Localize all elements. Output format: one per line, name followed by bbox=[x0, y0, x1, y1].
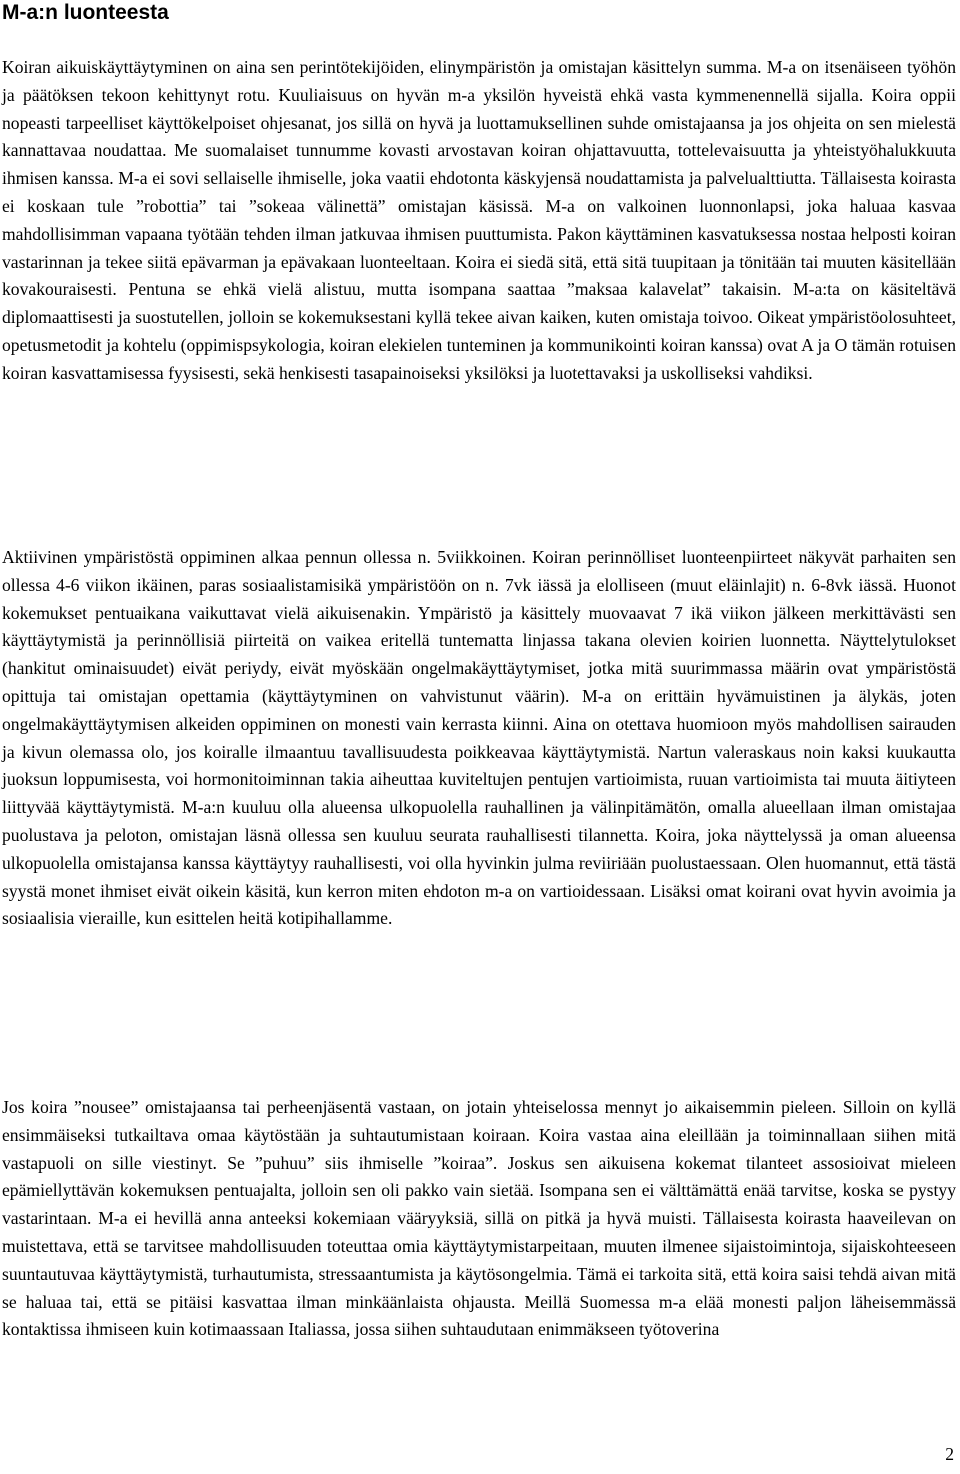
paragraph-1: Koiran aikuiskäyttäytyminen on aina sen perintötekijöiden, elinympäristön ja omistajan käsittelyn summa. M-a on itsenäiseen työhön ja päätöksen tekoon kehittynyt rotu. Kuuliaisuus on hyvän m-a yksilön hyveistä ehkä vasta kymmenennellä sijalla. Koira oppii nopeasti tarpeelliset käyttökelpoiset ohjesanat, jos sillä on hyvä ja luottamuksellinen suhde omistajaansa ja jos ohjeita on sen mielestä kannattavaa noudattaa. Me suomalaiset tunnumme kovasti arvostavan koiran ohjattavuutta, tottelevaisuutta ja yhteistyöhalukkuuta ihmisen kanssa. M-a ei sovi sellaiselle ihmiselle, joka vaatii ehdotonta käskyjensä noudattamista ja palvelualttiutta. Tällaisesta koirasta ei koskaan tule ”robottia” tai ”sokeaa välinettä” omistajan käsissä. M-a on valkoinen luonnonlapsi, joka haluaa kasvaa mahdollisimman vapaana työtään tehden ilman jatkuvaa ihmisen puuttumista. Pakon käyttäminen kasvatuksessa nostaa helposti koiran vastarinnan ja tekee siitä epävarman ja epävakaan luonteeltaan. Koira ei siedä sitä, että sitä tuupitaan ja tönitään tai muuten käsitellään kovakouraisesti. Pentuna se ehkä vielä alistuu, mutta isompana saattaa ”maksaa kalavelat” takaisin. M-a:ta on käsiteltävä diplomaattisesti ja suostutellen, jolloin se kokemuksestani kyllä tekee aivan kaiken, kuten omistaja toivoo. Oikeat ympäristöolosuhteet, opetusmetodit ja kohtelu (oppimispsykologia, koiran elekielen tunteminen ja kommunikointi koiran kanssa) ovat A ja O tämän rotuisen koiran kasvattamisessa fyysisesti, sekä henkisesti tasapainoiseksi yksilöksi ja luotettavaksi ja uskolliseksi vahdiksi. bbox=[2, 57, 956, 383]
paragraph-3: Jos koira ”nousee” omistajaansa tai perheenjäsentä vastaan, on jotain yhteiselossa mennyt jo aikaisemmin pieleen. Silloin on kyllä ensimmäiseksi tutkailtava omaa käytöstään ja suhtautumistaan koiraan. Koira vastaa aina eleillään ja toiminnallaan siihen mitä vastapuoli on sille viestinyt. Se ”puhuu” siis ihmiselle ”koiraa”. Joskus sen aikuisena kokemat tilanteet assosioivat mieleen epämiellyttävän kokemuksen pentuajalta, jolloin sen oli pakko vain sietää. Isompana sen ei välttämättä enää tarvitse, koska se pystyy vastarintaan. M-a ei hevillä anna anteeksi kokemiaan vääryyksiä, sillä on pitkä ja hyvä muisti. Tällaisesta koirasta haaveilevan on muistettava, että se tarvitsee mahdollisuuden toteuttaa omia käyttäytymistarpeitaan, muuten ilmenee sijaistoimintoja, sijaiskohteeseen suuntautuvaa käyttäytymistä, turhautumista, stressaantumista ja käytösongelmia. Tämä ei tarkoita sitä, että koira saisi tehdä aivan mitä se haluaa tai, että se pitäisi kasvattaa ilman minkäänlaista ohjausta. Meillä Suomessa m-a elää monesti paljon läheisemmässä kontaktissa ihmiseen kuin kotimaassaan Italiassa, jossa siihen suhtaudutaan enimmäkseen työtoverina bbox=[2, 1097, 956, 1340]
page-title: M-a:n luonteesta bbox=[2, 1, 169, 24]
paragraph-2: Aktiivinen ympäristöstä oppiminen alkaa pennun ollessa n. 5viikkoinen. Koiran perinnölliset luonteenpiirteet näkyvät parhaiten sen ollessa 4-6 viikon ikäinen, paras sosiaalistamisikä ympäristöön on n. 7vk iässä ja elolliseen (muut eläinlajit) n. 6-8vk iässä. Huonot kokemukset pentuaikana vaikuttavat vielä aikuisenakin. Ympäristö ja käsittely muovaavat 7 ikä viikon jälkeen merkittävästi sen käyttäytymistä ja perinnöllisiä piirteitä on vaikea eritellä tuntematta linjassa takana olevien koirien luonnetta. Näyttelytulokset (hankitut ominaisuudet) eivät periydy, eivät myöskään ongelmakäyttäytymiset, jotka mitä suurimmassa määrin ovat ympäristöstä opittuja tai omistajan opettamia (käyttäytyminen on vahvistunut väärin). M-a on erittäin hyvämuistinen ja älykäs, joten ongelmakäyttäytymisen alkeiden oppiminen on monesti vain kerrasta kiinni. Aina on otettava huomioon myös mahdollisen sairauden ja kivun olemassa olo, jos koiralle ilmaantuu tavallisuudesta poikkeavaa käyttäytymistä. Nartun valeraskaus noin kaksi kuukautta juoksun loppumisesta, voi hormonitoiminnan takia aiheuttaa kuviteltujen pentujen vartioimista, ruuan vartioimista tai muuta äitiyteen liittyvää käyttäytymistä. M-a:n kuuluu olla alueensa ulkopuolella rauhallinen ja välinpitämätön, omalla alueellaan ilman omistajaa puolustava ja peloton, omistajan läsnä ollessa sen kuuluu seurata rauhallisesti tilannetta. Koira, joka näyttelyssä ja oman alueensa ulkopuolella omistajansa kanssa käyttäytyy rauhallisesti, voi olla hyvinkin julma reviiriään puolustaessaan. Olen huomannut, että tästä syystä monet ihmiset eivät oikein käsitä, kun kerron miten ehdoton m-a on vartioidessaan. Lisäksi omat koirani ovat hyvin avoimia ja sosiaalisia vieraille, kun esittelen heitä kotipihallamme. bbox=[2, 547, 956, 929]
page-number: 2 bbox=[945, 1444, 954, 1464]
